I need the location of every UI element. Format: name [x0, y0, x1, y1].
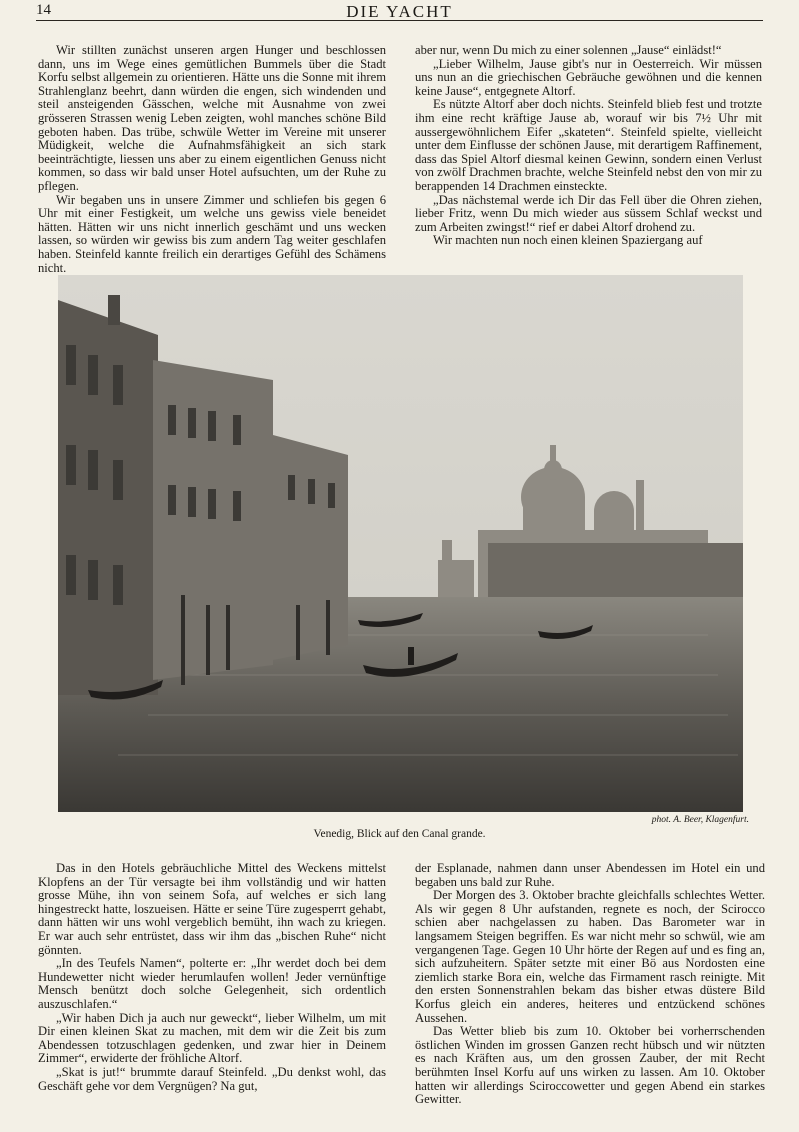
paragraph: „Das nächstemal werde ich Dir das Fell über die Ohren ziehen, lieber Fritz, wenn Du mich wieder aus süssem Schlaf weckst und zum Arbeiten zwingst!“ rief er dabei Altorf drohend zu.: [415, 192, 762, 234]
paragraph: Wir stillten zunächst unseren argen Hunger und beschlossen dann, uns im Wege eines gemütlichen Bummels über die Stadt Korfu selbst allgemein zu orientieren. Hätte uns die Sonne mit ihrem Strahlenglanz beehrt, dann würden die engen, sich windenden und steil ansteigenden Gässchen, welche mit Ausnahme von zwei grösseren Strassen wenig Leben zeigten, wohl manches schöne Bild geboten haben. Das trübe, schwüle Wetter im Vereine mit unserer Müdigkeit, welche die Aufnahmsfähigkeit an sich stark beeinträchtigte, liessen uns aber zu einem eigentlichen Genuss nicht kommen, so dass wir bald unser Hotel aufsuchten, um der Ruhe zu pflegen.: [38, 43, 386, 193]
paragraph: Wir machten nun noch einen kleinen Spaziergang auf: [433, 233, 703, 248]
column-bottom-right: [415, 862, 765, 1107]
magazine-title: DIE YACHT: [346, 2, 453, 21]
paragraph: „In des Teufels Namen“, polterte er: „Ihr werdet doch bei dem Hundewetter nicht wieder herumlaufen wollen! Jeder vernünftige Mensch benützt doch solche Gelegenheit, sich ordentlich auszuschlafen.“: [38, 956, 386, 1011]
paragraph: Der Morgen des 3. Oktober brachte gleichfalls schlechtes Wetter. Als wir gegen 8 Uhr aufstanden, regnete es noch, der Scirocco schien aber nachgelassen zu haben. Das Barometer war in langsamem Steigen begriffen. Es war nicht mehr so schwül, wie am vergangenen Tage. Gegen 10 Uhr hörte der Regen auf und es fing an, sich aufzuheitern. Später setzte mit einer Bö aus Nordosten eine ziemlich starke Bora ein, welche das Firmament rasch reinigte. Mit den ersten Sonnenstrahlen bekam das bisher etwas düstere Bild Korfus gleich ein anderes, heiteres und entzückend schönes Aussehen.: [415, 888, 765, 1025]
paragraph: Es nützte Altorf aber doch nichts. Steinfeld blieb fest und trotzte ihm eine recht kräftige Jause ab, worauf wir bis 7½ Uhr mit aussergewöhnlichem Eifer „skateten“. Steinfeld spielte, vielleicht unter dem Einflusse der schönen Jause, mit derartigem Raffinement, dass das Spiel Altorf diesmal keinen Gewinn, sondern einen Verlust von zwölf Drachmen brachte, welche Steinfeld nebst den von mir zu berappenden 14 Drachmen einsteckte.: [415, 97, 762, 193]
column-bottom-left: [38, 862, 386, 1093]
paragraph: Das Wetter blieb bis zum 10. Oktober bei vorherrschenden östlichen Winden im grossen Ganzen recht hübsch und wir nützten es nach Kräften aus, um den grossen Zauber, der mit Recht berühmten Insel Korfu auf uns wirken zu lassen. Am 10. Oktober hatten wir allerdings Sciroccowetter und gegen Abend ein starkes Gewitter.: [415, 1024, 765, 1107]
column-top-left: [38, 44, 386, 275]
paragraph: „Wir haben Dich ja auch nur geweckt“, lieber Wilhelm, um mit Dir einen kleinen Skat zu machen, mit dem wir die Zeit bis zum Abendessen totzuschlagen gedenken, und zwar hier in Deinem Zimmer“, erwiderte der fröhliche Altorf.: [38, 1010, 386, 1066]
paragraph: der Esplanade, nahmen dann unser Abendessen im Hotel ein und begaben uns bald zur Ruhe.: [415, 861, 765, 889]
photo-credit: phot. A. Beer, Klagenfurt.: [651, 815, 749, 825]
page-number: 14: [36, 2, 51, 18]
header-rule: [36, 20, 763, 21]
paragraph: Wir begaben uns in unsere Zimmer und schliefen bis gegen 6 Uhr mit einer Festigkeit, um welche uns gewiss viele beneidet hätten. Hätten wir uns nicht innerlich geschämt und uns wecken lassen, so würden wir gewiss bis zum andern Tag weiter geschlafen haben. Steinfeld kannte freilich ein derartiges Gefühl des Schämens nicht.: [38, 192, 386, 275]
paragraph: Das in den Hotels gebräuchliche Mittel des Weckens mittelst Klopfens an der Tür versagte bei ihm vollständig und wir hatten grosse Mühe, ihn von seinem Sofa, auf welches er sich lang hingestreckt hatte, loszueisen. Hätte er seine Türe zugesperrt gehabt, dann hätten wir uns wohl vergeblich bemüht, ihn wach zu kriegen. Er war auch sehr entrüstet, dass wir ihm das „bischen Ruhe“ nicht gönnten.: [38, 861, 386, 957]
photo-caption: Venedig, Blick auf den Canal grande.: [313, 828, 486, 840]
venice-photograph: [58, 275, 743, 812]
column-top-right: [415, 44, 762, 248]
paragraph: „Skat is jut!“ brummte darauf Steinfeld. „Du denkst wohl, das Geschäft gehe vor dem Vergnügen? Na gut,: [38, 1064, 386, 1093]
paragraph: „Lieber Wilhelm, Jause gibt's nur in Oesterreich. Wir müssen uns nun an die griechischen Gebräuche gewöhnen und die kennen keine Jause“, entgegnete Altorf.: [415, 56, 762, 98]
paragraph: aber nur, wenn Du mich zu einer solennen „Jause“ einlädst!“: [415, 43, 722, 57]
